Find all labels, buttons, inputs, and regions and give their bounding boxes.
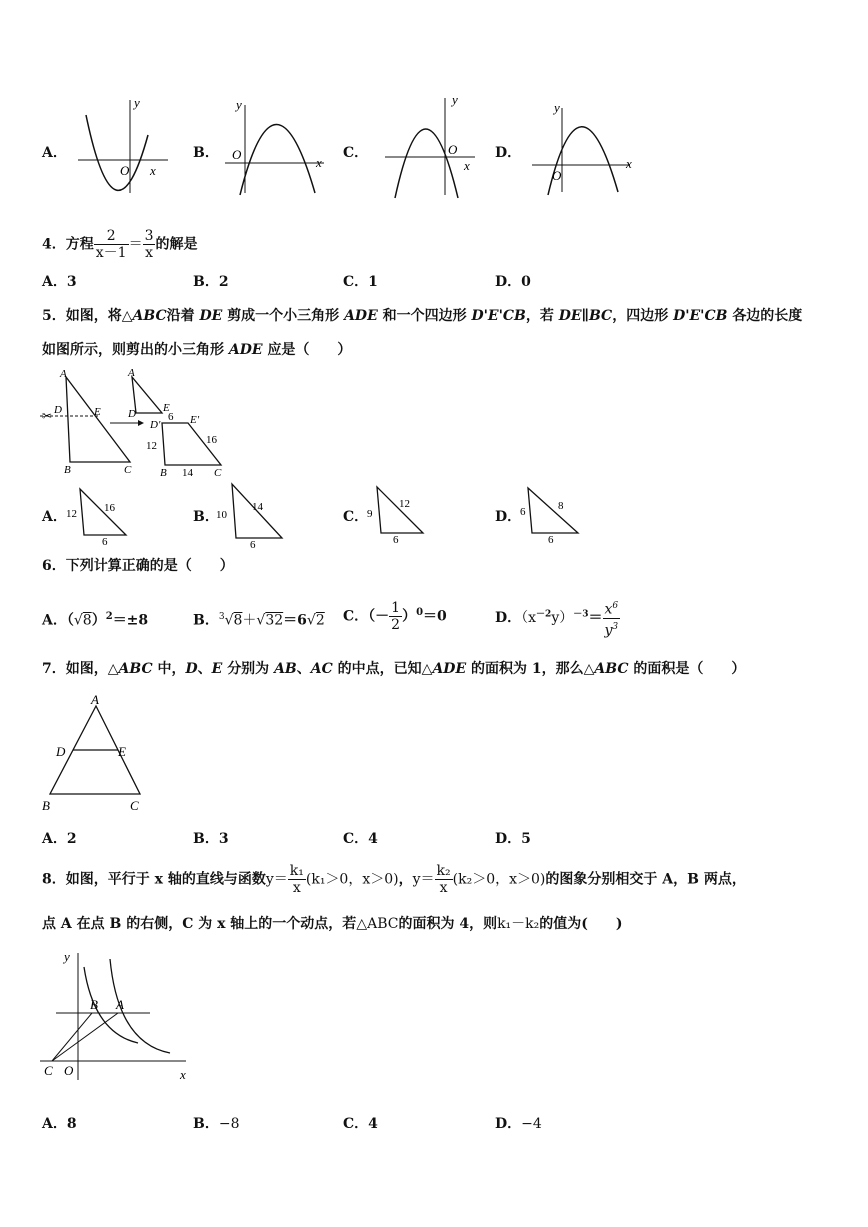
svg-text:C: C (124, 464, 132, 476)
q4-option-d[interactable]: D．0 (495, 274, 531, 290)
q3-option-d-letter[interactable]: D． (495, 145, 522, 161)
svg-text:9: 9 (367, 508, 373, 520)
svg-text:C: C (130, 798, 139, 813)
svg-text:B: B (42, 798, 50, 813)
svg-text:A: A (128, 367, 135, 379)
svg-text:B: B (90, 997, 98, 1012)
q5-stem-line2: 如图所示，则剪出的小三角形 ADE 应是（ ） (42, 342, 352, 358)
svg-text:6: 6 (393, 534, 399, 546)
q7-figure (40, 690, 150, 815)
svg-text:C: C (214, 467, 222, 479)
q4-lhs-fraction: $\frac{2}{x-1}$ (95, 228, 127, 261)
svg-text:A: A (60, 368, 67, 380)
q8-option-b[interactable]: B．−8 (193, 1116, 240, 1132)
svg-text:6: 6 (168, 411, 174, 423)
svg-text:6: 6 (250, 539, 256, 551)
q7-option-d[interactable]: D．5 (495, 831, 531, 847)
q5-option-a-figure[interactable] (62, 483, 132, 548)
q6-option-b[interactable]: B．$^3$√8＋√32＝6√2 (193, 612, 325, 629)
q3a-y-label: y (134, 95, 140, 110)
svg-text:16: 16 (206, 434, 217, 446)
svg-text:12: 12 (146, 440, 157, 452)
svg-text:D: D (54, 404, 62, 416)
q3c-y-label: y (452, 92, 458, 107)
q7-option-b[interactable]: B．3 (193, 831, 229, 847)
q8-option-c[interactable]: C．4 (343, 1116, 378, 1132)
q4-option-b[interactable]: B．2 (193, 274, 229, 290)
q6-option-c[interactable]: C．（－ $\frac{1}{2}$ ）$^0$＝0 (343, 600, 447, 633)
q5-option-a-letter[interactable]: A． (42, 509, 67, 525)
q3b-origin-label: O (232, 147, 242, 162)
svg-text:6: 6 (520, 506, 526, 518)
q4-option-a[interactable]: A．3 (42, 274, 77, 290)
svg-text:y: y (64, 949, 70, 964)
q4-suffix: 的解是 (155, 236, 198, 253)
svg-text:14: 14 (182, 467, 193, 479)
svg-text:14: 14 (252, 501, 263, 513)
svg-text:E: E (118, 744, 126, 759)
q3-graph-b[interactable] (220, 95, 330, 195)
svg-text:D: D (128, 408, 136, 420)
svg-text:8: 8 (558, 500, 564, 512)
svg-text:12: 12 (399, 498, 410, 510)
svg-text:6: 6 (548, 534, 554, 546)
q3-graph-c[interactable] (380, 90, 480, 200)
q3d-y-label: y (554, 100, 560, 115)
q4-stem (42, 228, 197, 261)
q8-stem-line2: 点 A 在点 B 的右侧，C 为 x 轴上的一个动点，若△ABC的面积为 4，则k₁－k₂的值为( ) (42, 916, 623, 932)
svg-text:O: O (64, 1063, 74, 1078)
q6-stem: 6．下列计算正确的是（ ） (42, 558, 234, 574)
q3-option-b-letter[interactable]: B． (193, 145, 219, 161)
q3a-x-label: x (150, 163, 156, 178)
q5-option-d-figure[interactable] (518, 483, 588, 548)
svg-text:16: 16 (104, 502, 115, 514)
q8-figure (38, 945, 198, 1085)
q4-option-c[interactable]: C．1 (343, 274, 378, 290)
q4-prefix: 4．方程 (42, 236, 94, 253)
q3c-origin-label: O (448, 142, 458, 157)
q3-option-a-letter[interactable]: A． (42, 145, 67, 161)
q5-option-d-letter[interactable]: D． (495, 509, 522, 525)
q5-stem-line1: 5．如图，将△ABC沿着 DE 剪成一个小三角形 ADE 和一个四边形 D'E'CB，若 DE∥BC，四边形 D'E'CB 各边的长度 (42, 308, 803, 324)
svg-text:6: 6 (102, 536, 108, 548)
q3d-origin-label: O (552, 168, 562, 183)
q8-stem-line1: 8．如图，平行于 x 轴的直线与函数y＝ $\frac{\text{k₁}}{x}$ (k₁＞0，x＞0)，y＝ $\frac{\text{k₂}}{x}$ (k₂＞0，x＞0)的图象分别相交于 A，B 两点， (42, 863, 746, 896)
q6-option-d[interactable]: D．$(x^{-2}y)^{-3}=$ $\frac{x^6}{y^3}$ (495, 598, 620, 638)
q3-graph-a[interactable] (70, 95, 170, 195)
q6-option-a[interactable]: A．$(√8)^2=\pm 8$ (42, 611, 149, 629)
q5-figure (38, 365, 238, 485)
svg-text:10: 10 (216, 509, 227, 521)
q7-option-a[interactable]: A．2 (42, 831, 77, 847)
svg-text:E: E (163, 402, 170, 414)
svg-text:D': D' (150, 419, 161, 431)
q3-graph-d[interactable] (530, 100, 640, 195)
q4-equals: ＝ (128, 236, 143, 253)
q5-option-c-letter[interactable]: C． (343, 509, 369, 525)
q8-option-a[interactable]: A．8 (42, 1116, 77, 1132)
q3c-x-label: x (464, 158, 470, 173)
svg-text:x: x (180, 1067, 186, 1082)
q4-rhs-fraction: $\frac{3}{x}$ (144, 228, 154, 261)
q3b-y-label: y (236, 97, 242, 112)
svg-text:A: A (116, 997, 124, 1012)
svg-text:12: 12 (66, 508, 77, 520)
svg-text:A: A (91, 692, 99, 707)
svg-text:E': E' (190, 414, 200, 426)
q5-option-b-letter[interactable]: B． (193, 509, 219, 525)
svg-text:C: C (44, 1063, 53, 1078)
q3b-x-label: x (316, 155, 322, 170)
svg-text:D: D (56, 744, 66, 759)
q3d-x-label: x (626, 156, 632, 171)
q7-stem: 7．如图，△ABC 中，D、E 分别为 AB、AC 的中点，已知△ADE 的面积为 1，那么△ABC 的面积是（ ） (42, 661, 746, 677)
q3-option-c-letter[interactable]: C． (343, 145, 369, 161)
q7-option-c[interactable]: C．4 (343, 831, 378, 847)
svg-text:B: B (64, 464, 71, 476)
q5-option-c-figure[interactable] (365, 483, 430, 548)
svg-text:B: B (160, 467, 167, 479)
scissors-icon: ✂ (42, 409, 53, 423)
q3a-origin-label: O (120, 163, 130, 178)
q8-option-d[interactable]: D．−4 (495, 1116, 542, 1132)
q5-option-b-figure[interactable] (212, 480, 287, 550)
svg-text:E: E (94, 406, 101, 418)
